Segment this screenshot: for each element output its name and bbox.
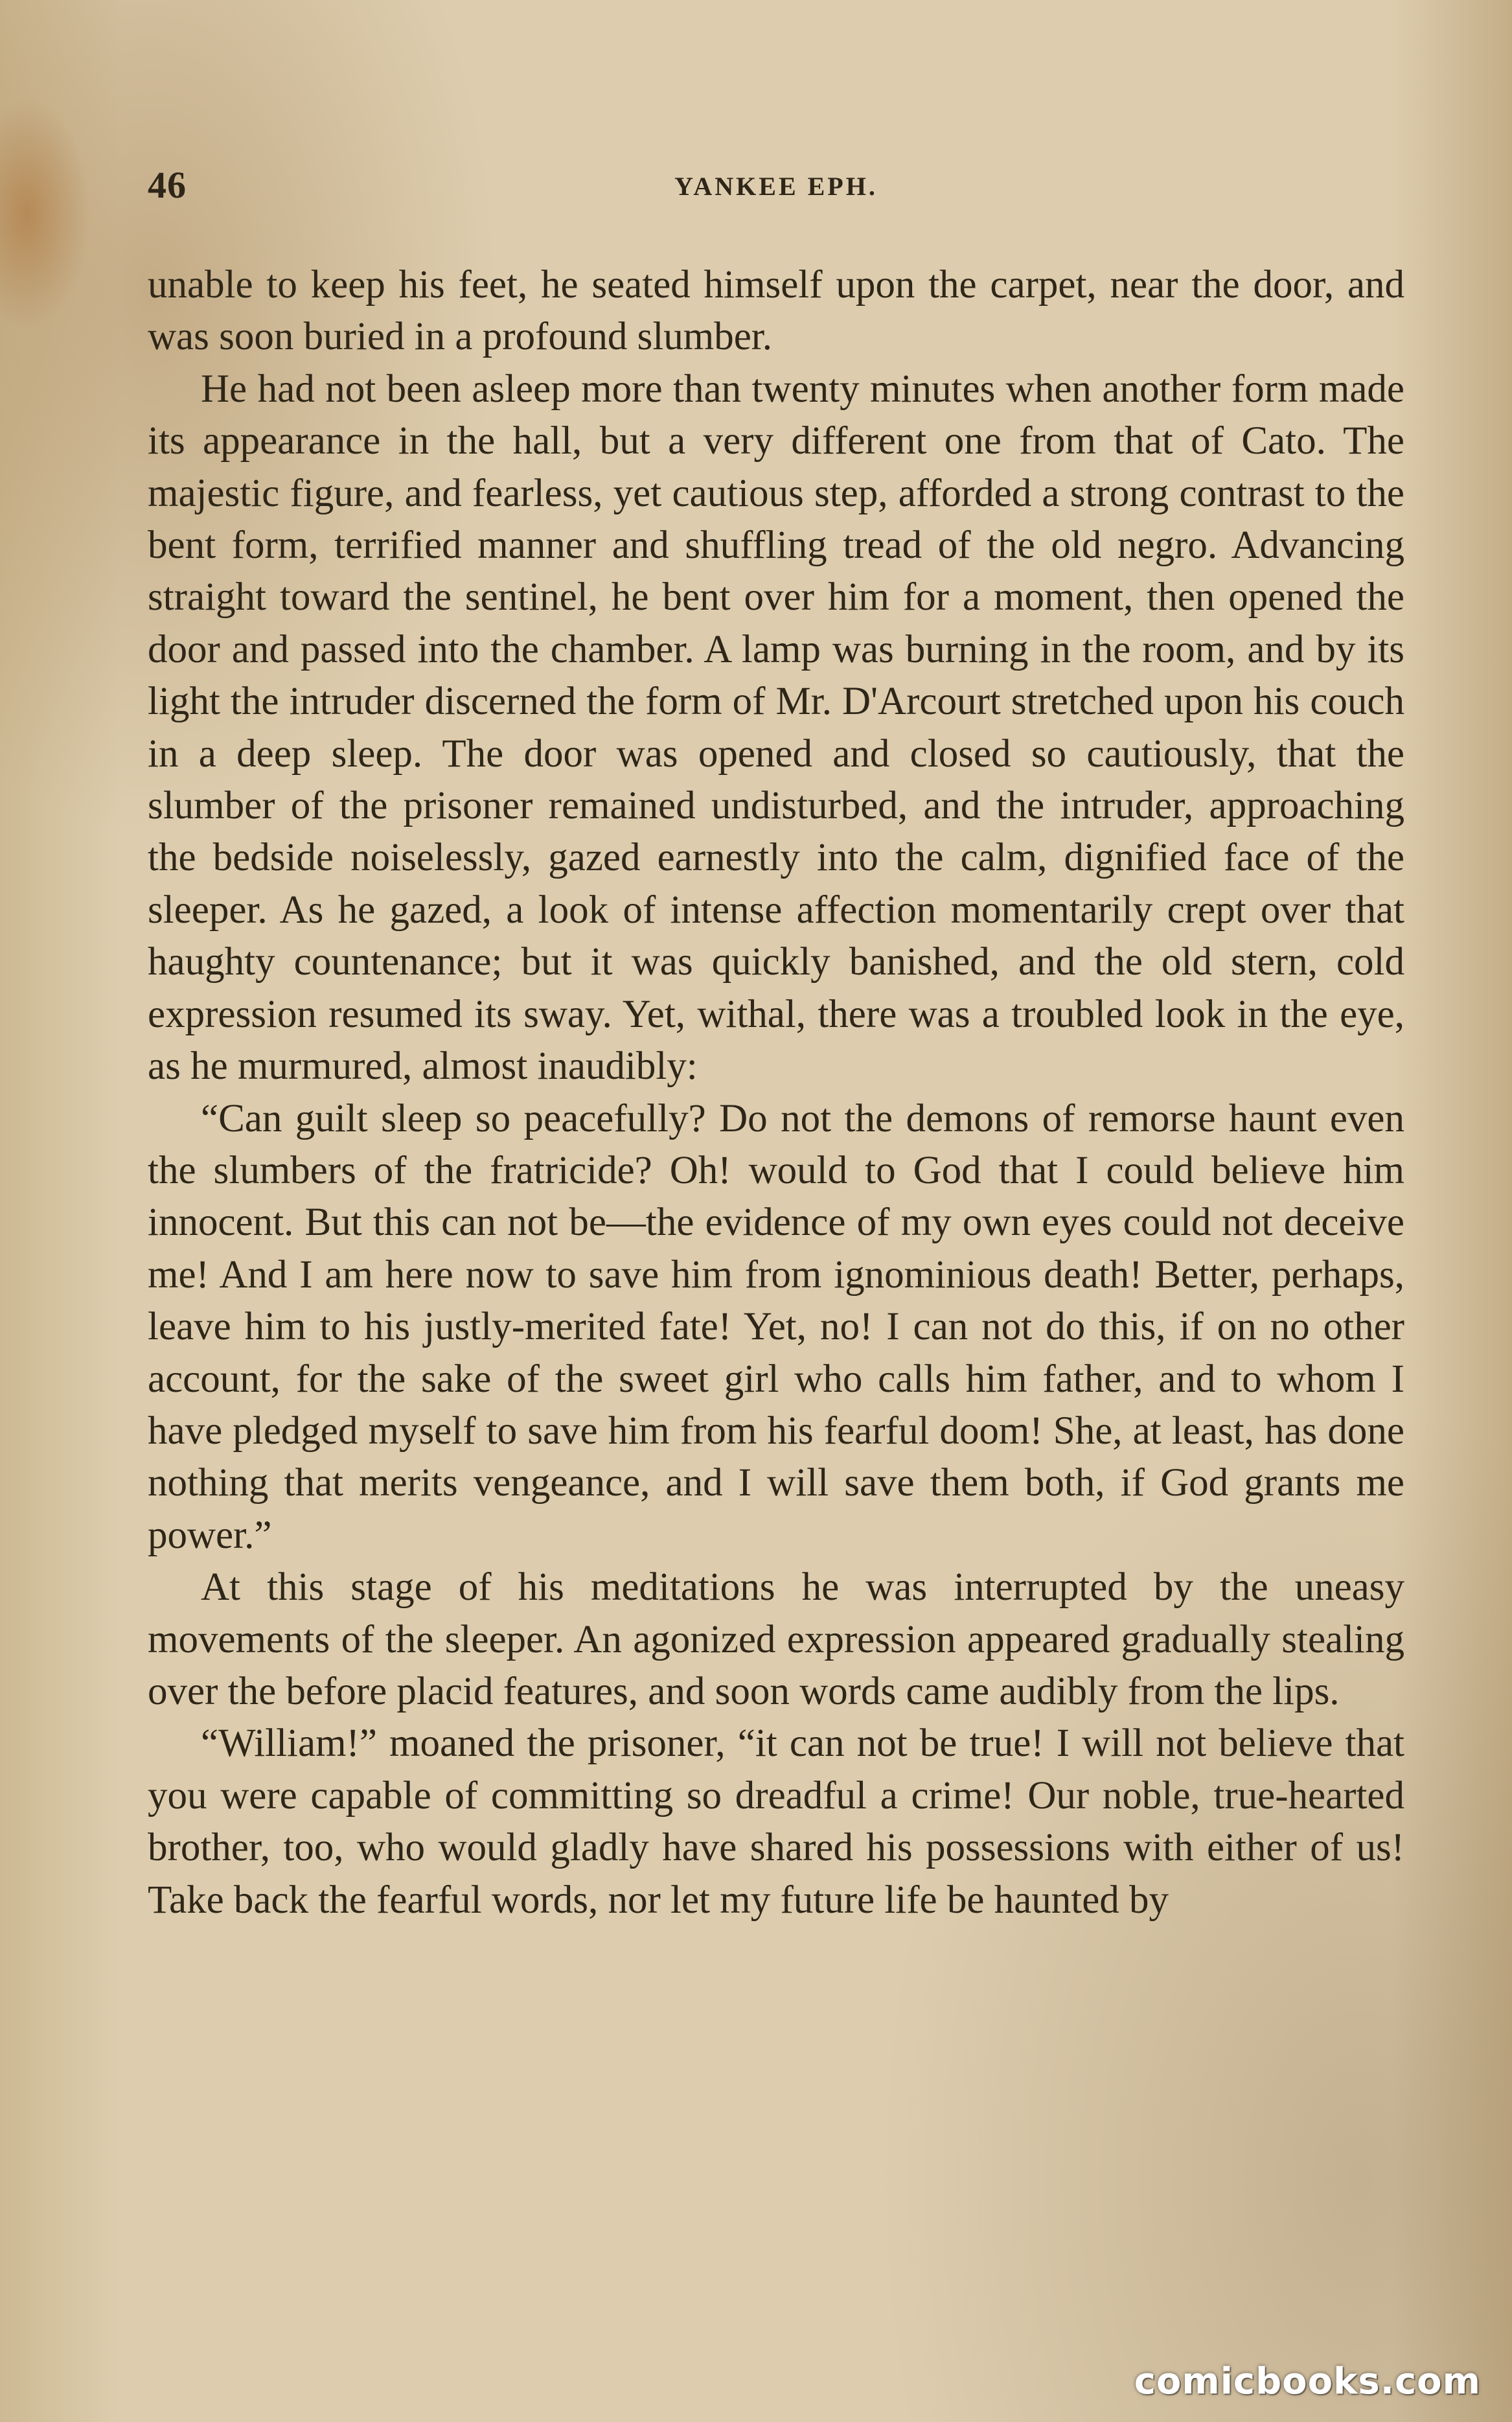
site-watermark: comicbooks.com xyxy=(1134,2360,1481,2403)
page-stain xyxy=(0,97,91,330)
page-number: 46 xyxy=(148,164,187,206)
paragraph-1: unable to keep his feet, he seated himself upon the carpet, near the door, and was soon buried in a profound slumber. xyxy=(148,263,1404,359)
paragraph-2: He had not been asleep more than twenty minutes when another form made its appearance in the hall, but a very different one from that of Cato. The majestic figure, and fearless, yet cautious step, afforded a strong contrast to the bent form, terrified manner and shuffling tread of the old negro. Advancing straight toward the sentinel, he bent over him for a moment, then opened the door and passed into the chamber. A lamp was burning in the room, and by its light the intruder discerned the form of Mr. D'Arcourt stretched upon his couch in a deep sleep. The door was opened and closed so cautiously, that the slumber of the prisoner remained undisturbed, and the intruder, approaching the bedside noiselessly, gazed earnestly into the calm, dignified face of the sleeper. As he gazed, a look of intense affection momentarily crept over that haughty countenance; but it was quickly banished, and the old stern, cold expression resumed its sway. Yet, withal, there was a troubled look in the eye, as he murmured, almost inaudibly: xyxy=(148,367,1404,1089)
paragraph-4: At this stage of his meditations he was interrupted by the uneasy movements of the sleeper. An agonized expression appeared gradually stealing over the before placid features, and soon words came audibly from the lips. xyxy=(148,1565,1404,1713)
body-text xyxy=(148,259,1404,1926)
running-title: YANKEE EPH. xyxy=(674,172,878,201)
paragraph-5: “William!” moaned the prisoner, “it can not be true! I will not believe that you were capable of committing so dreadful a crime! Our noble, true-hearted brother, too, who would gladly have shared his possessions with either of us! Take back the fearful words, nor let my future life be haunted by xyxy=(148,1722,1404,1922)
page-header xyxy=(148,150,1404,222)
paragraph-3: “Can guilt sleep so peacefully? Do not the demons of remorse haunt even the slumbers of the fratricide? Oh! would to God that I could believe him innocent. But this can not be—the evidence of my own eyes could not deceive me! And I am here now to save him from ignominious death! Better, perhaps, leave him to his justly-merited fate! Yet, no! I can not do this, if on no other account, for the sake of the sweet girl who calls him father, and to whom I have pledged myself to save him from his fearful doom! She, at least, has done nothing that merits vengeance, and I will save them both, if God grants me power.” xyxy=(148,1096,1404,1557)
